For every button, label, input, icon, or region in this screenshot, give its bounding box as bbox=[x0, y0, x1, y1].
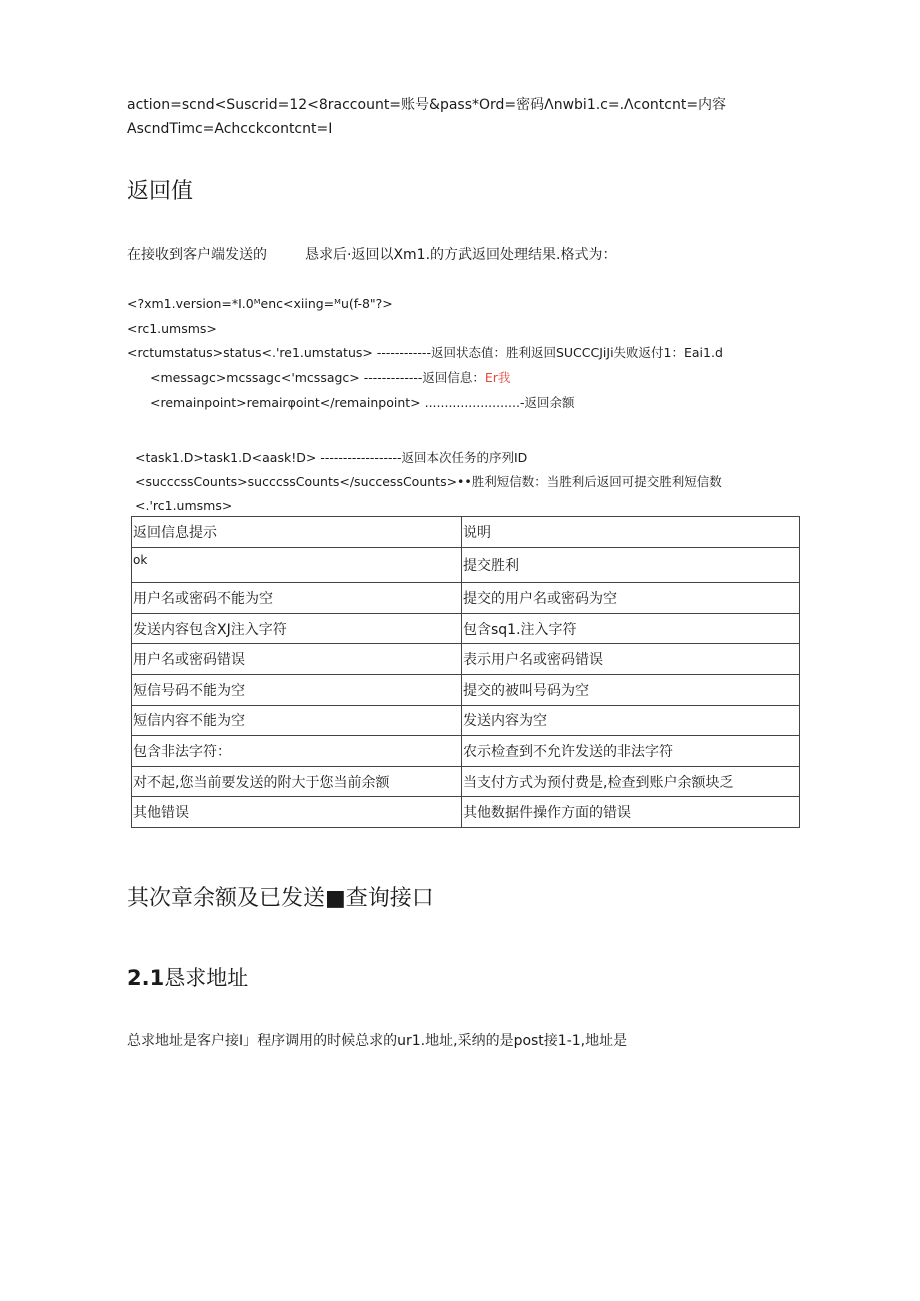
request-address-paragraph: 总求地址是客户接I」程序调用的时候总求的ur1.地址,采纳的是post接1-1,地址是 bbox=[127, 1033, 628, 1049]
request-params-line-1: action=scnd<Suscrid=12<8raccount=账号&pass*Ord=密码Λnwbi1.c=.Λcontcnt=内容 bbox=[127, 97, 727, 113]
table-row bbox=[132, 583, 800, 614]
table-cell: ok bbox=[132, 547, 462, 583]
return-intro-part2: 恳求后·返回以Xm1.的方武返回处理结果.格式为： bbox=[305, 247, 617, 263]
request-params-line-2: AscndTimc=Achcckcontcnt=I bbox=[127, 121, 333, 137]
xml-line-declaration: <?xm1.version=*I.0ᴹenc<xiing=ᴹu(f-8"?> bbox=[127, 296, 393, 311]
xml-line-remainpoint: <remainpoint>remairφoint</remainpoint> ........................-返回余额 bbox=[150, 395, 575, 410]
xml-line-root-close: <.'rc1.umsms> bbox=[135, 498, 233, 513]
table-cell: 发送内容为空 bbox=[462, 705, 800, 736]
table-cell: 用户名或密码不能为空 bbox=[132, 583, 462, 614]
return-intro-part1: 在接收到客户端发送的 bbox=[127, 247, 267, 263]
table-cell: 短信内容不能为空 bbox=[132, 705, 462, 736]
xml-line-root-open: <rc1.umsms> bbox=[127, 321, 217, 336]
table-cell: 其他错误 bbox=[132, 797, 462, 828]
table-cell: 提交胜利 bbox=[462, 547, 800, 583]
table-cell: 提交的被叫号码为空 bbox=[462, 674, 800, 705]
table-header-cell: 返回信息提示 bbox=[132, 517, 462, 548]
return-value-heading: 返回值 bbox=[127, 179, 194, 204]
xml-line-success-counts: <succcssCounts>succcssCounts</successCounts>••胜利短信数：当胜利后返回可提交胜利短信数 bbox=[135, 474, 722, 489]
table-row bbox=[132, 797, 800, 828]
section-2-1-heading bbox=[127, 963, 248, 993]
table-cell: 包含sq1.注入字符 bbox=[462, 613, 800, 644]
table-row bbox=[132, 613, 800, 644]
table-row bbox=[132, 644, 800, 675]
table-row bbox=[132, 736, 800, 767]
table-header-cell: 说明 bbox=[462, 517, 800, 548]
return-intro bbox=[127, 245, 617, 265]
table-cell: 农示检查到不允许发送的非法字符 bbox=[462, 736, 800, 767]
table-cell: 用户名或密码错误 bbox=[132, 644, 462, 675]
table-cell: 短信号码不能为空 bbox=[132, 674, 462, 705]
table-cell: 其他数据件操作方面的错误 bbox=[462, 797, 800, 828]
xml-line-status: <rctumstatus>status<.'re1.umstatus> ------------返回状态值：胜利返回SUCCCJiJi失败返付1：Eai1.d bbox=[127, 345, 723, 360]
xml-line-message-suffix: Er我 bbox=[484, 370, 511, 385]
table-cell: 当支付方式为预付费是,检查到账户余额块乏 bbox=[462, 766, 800, 797]
table-row bbox=[132, 705, 800, 736]
xml-line-taskid: <task1.D>task1.D<aask!D> ------------------返回本次任务的序列ID bbox=[135, 450, 528, 465]
table-row bbox=[132, 547, 800, 583]
xml-line-message-text: <messagc>mcssagc<'mcssagc> -------------返回信息： bbox=[150, 370, 485, 385]
table-row bbox=[132, 674, 800, 705]
table-cell: 发送内容包含XJ注入字符 bbox=[132, 613, 462, 644]
table-cell: 对不起,您当前要发送的附大于您当前余额 bbox=[132, 766, 462, 797]
table-row bbox=[132, 766, 800, 797]
section-number: 2.1 bbox=[127, 966, 165, 990]
xml-line-message bbox=[150, 369, 510, 387]
section-title: 恳求地址 bbox=[164, 966, 249, 990]
chapter2-heading: 其次章余额及已发送■查询接口 bbox=[127, 886, 434, 911]
table-cell: 提交的用户名或密码为空 bbox=[462, 583, 800, 614]
return-info-table bbox=[131, 516, 800, 828]
table-cell: 表示用户名或密码错误 bbox=[462, 644, 800, 675]
table-header-row bbox=[132, 517, 800, 548]
table-cell: 包含非法字符： bbox=[132, 736, 462, 767]
